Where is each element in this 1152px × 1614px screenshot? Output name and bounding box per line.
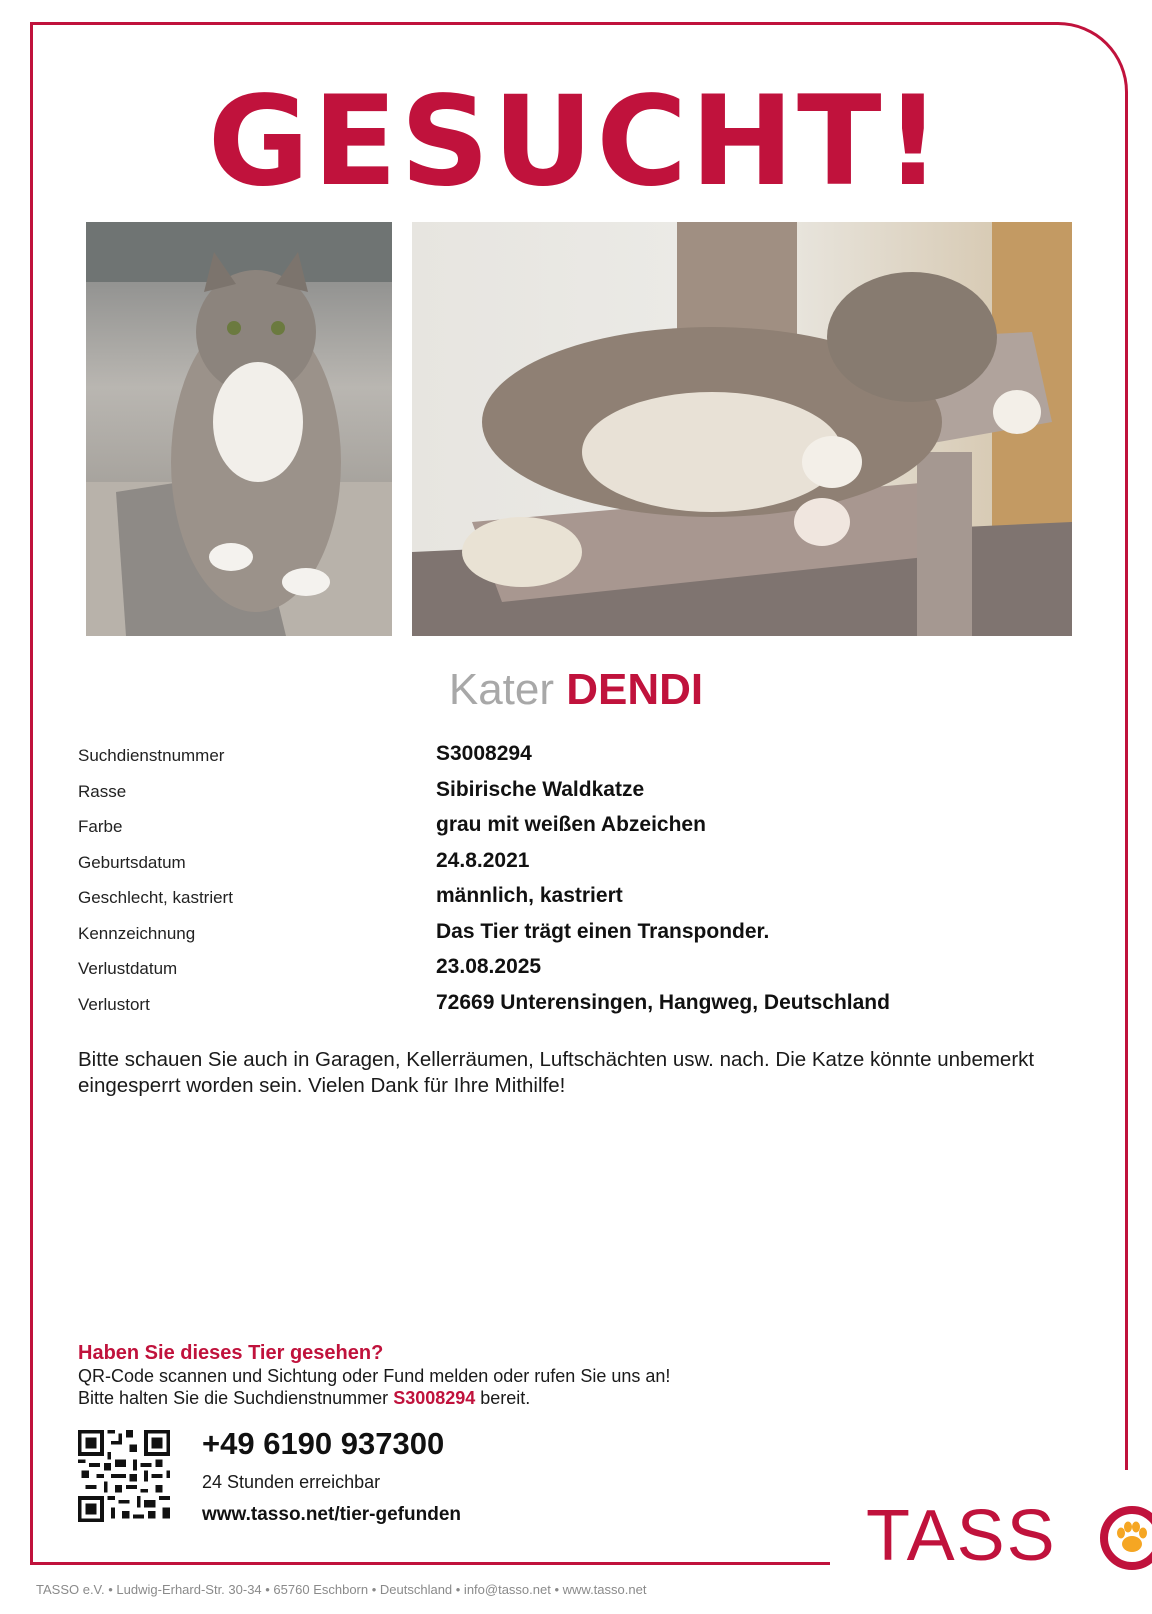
contact-line-2: [78, 1387, 978, 1409]
footer-address: TASSO e.V. • Ludwig-Erhard-Str. 30-34 • 65760 Eschborn • Deutschland • info@tasso.net • www.tasso.net: [36, 1582, 647, 1597]
fact-row: [78, 884, 1078, 920]
contact-heading: Haben Sie dieses Tier gesehen?: [78, 1342, 384, 1364]
cat-lying-photo: [412, 222, 1072, 636]
fact-row: [78, 742, 1078, 778]
availability-hours: 24 Stunden erreichbar: [202, 1472, 381, 1492]
website-link[interactable]: www.tasso.net/tier-gefunden: [202, 1504, 461, 1525]
qr-code-icon[interactable]: [78, 1430, 170, 1522]
fact-row: [78, 955, 1078, 991]
logo-text: TASS: [866, 1496, 1057, 1576]
fact-value: männlich, kastriert: [436, 884, 623, 907]
fact-value: 23.08.2025: [436, 955, 542, 978]
contact-line-2-post: bereit.: [475, 1388, 531, 1408]
pet-name: DENDI: [566, 665, 704, 714]
poster-title: GESUCHT!: [207, 70, 945, 214]
search-id: S3008294: [393, 1388, 476, 1408]
fact-value: grau mit weißen Abzeichen: [436, 813, 706, 836]
frame-bottom-line: [30, 1562, 830, 1565]
fact-label: Verlustort: [78, 994, 150, 1014]
fact-value: Sibirische Waldkatze: [436, 777, 645, 801]
fact-row: [78, 778, 1078, 814]
fact-label: Suchdienstnummer: [78, 746, 225, 765]
contact-block: [78, 1341, 978, 1409]
facts-table: [78, 742, 1078, 1026]
fact-label: Kennzeichnung: [78, 923, 196, 943]
pet-name-heading: [0, 665, 1152, 714]
fact-row: [78, 920, 1078, 956]
phone-number[interactable]: +49 6190 937300: [202, 1426, 445, 1461]
cat-standing-photo: [86, 222, 392, 636]
paw-icon: [1098, 1504, 1152, 1572]
fact-label: Farbe: [78, 817, 123, 836]
fact-row: [78, 849, 1078, 885]
search-note: Bitte schauen Sie auch in Garagen, Kellerräumen, Luftschächten usw. nach. Die Katze könnte unbemerkt eingesperrt worden sein. Vielen Dank für Ihre Mithilfe!: [78, 1048, 1035, 1097]
fact-label: Rasse: [78, 781, 127, 801]
fact-row: [78, 813, 1078, 849]
pet-type: Kater: [448, 665, 555, 714]
fact-label: Verlustdatum: [78, 959, 178, 978]
fact-value: 24.8.2021: [436, 848, 530, 872]
fact-value: S3008294: [436, 742, 532, 765]
fact-label: Geschlecht, kastriert: [78, 888, 233, 907]
contact-line-2-pre: Bitte halten Sie die Suchdienstnummer: [78, 1388, 394, 1408]
fact-row: [78, 991, 1078, 1027]
contact-line-1: QR-Code scannen und Sichtung oder Fund melden oder rufen Sie uns an!: [78, 1366, 671, 1386]
fact-value: Das Tier trägt einen Transponder.: [436, 919, 770, 943]
fact-value: 72669 Unterensingen, Hangweg, Deutschland: [436, 990, 890, 1014]
fact-label: Geburtsdatum: [78, 852, 186, 872]
